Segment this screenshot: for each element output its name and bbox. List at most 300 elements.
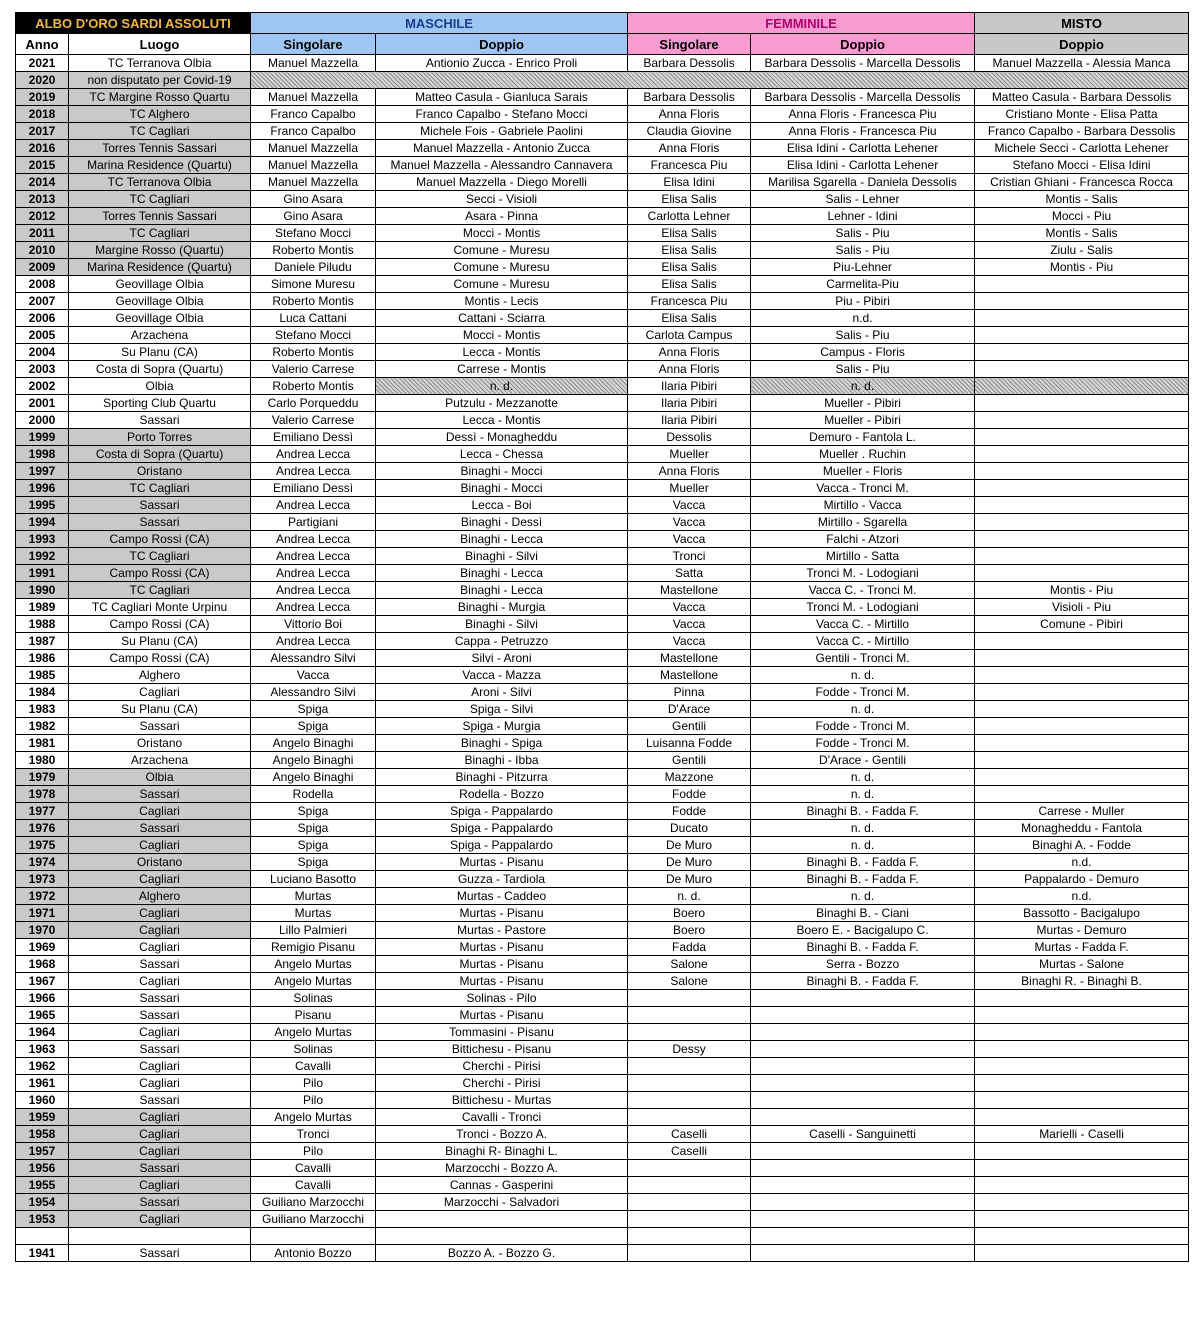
cell-luogo: Cagliari xyxy=(69,1058,251,1075)
cell-singolare-maschile: Angelo Murtas xyxy=(251,956,376,973)
cell-anno: 2003 xyxy=(16,361,69,378)
cell-singolare-femminile xyxy=(628,1194,751,1211)
cell-anno: 1960 xyxy=(16,1092,69,1109)
cell-anno: 2010 xyxy=(16,242,69,259)
cell-singolare-maschile: Angelo Murtas xyxy=(251,1109,376,1126)
table-row xyxy=(16,531,1189,548)
cell-doppio-maschile: Binaghi - Lecca xyxy=(376,531,628,548)
cell-doppio-misto xyxy=(975,412,1189,429)
cell-doppio-femminile: Binaghi B. - Fadda F. xyxy=(751,939,975,956)
cell-singolare-femminile: Boero xyxy=(628,922,751,939)
cell-singolare-maschile: Pilo xyxy=(251,1075,376,1092)
cell-anno: 1941 xyxy=(16,1245,69,1262)
cell-singolare-maschile: Angelo Murtas xyxy=(251,973,376,990)
cell-doppio-maschile: Mocci - Montis xyxy=(376,327,628,344)
cell-doppio-maschile: Cannas - Gasperini xyxy=(376,1177,628,1194)
cell-luogo: Cagliari xyxy=(69,905,251,922)
cell-doppio-misto: Pappalardo - Demuro xyxy=(975,871,1189,888)
table-row xyxy=(16,412,1189,429)
cell-singolare-femminile: Boero xyxy=(628,905,751,922)
cell-singolare-maschile: Vacca xyxy=(251,667,376,684)
cell-singolare-maschile: Manuel Mazzella xyxy=(251,89,376,106)
table-row xyxy=(16,157,1189,174)
cell-doppio-maschile: Cherchi - Pirisi xyxy=(376,1075,628,1092)
cell-luogo: Cagliari xyxy=(69,1024,251,1041)
cell-doppio-maschile: Lecca - Montis xyxy=(376,412,628,429)
cell-singolare-femminile xyxy=(628,1245,751,1262)
cell-doppio-maschile: Binaghi - Lecca xyxy=(376,582,628,599)
cell-anno: 1997 xyxy=(16,463,69,480)
cell-luogo: Torres Tennis Sassari xyxy=(69,208,251,225)
table-row xyxy=(16,718,1189,735)
cell-singolare-femminile: Elisa Idini xyxy=(628,174,751,191)
cell-luogo: TC Cagliari xyxy=(69,480,251,497)
cell-singolare-maschile: Luciano Basotto xyxy=(251,871,376,888)
cell-singolare-maschile: Pilo xyxy=(251,1092,376,1109)
cell-luogo: Cagliari xyxy=(69,803,251,820)
cell-singolare-femminile: Ilaria Pibiri xyxy=(628,395,751,412)
cell-singolare-femminile: Vacca xyxy=(628,497,751,514)
cell-doppio-maschile: Binaghi - Pitzurra xyxy=(376,769,628,786)
cell-anno: 2014 xyxy=(16,174,69,191)
cell-anno: 2012 xyxy=(16,208,69,225)
cell-anno: 2017 xyxy=(16,123,69,140)
cell-doppio-misto: Marielli - Caselli xyxy=(975,1126,1189,1143)
cell-singolare-femminile: Anna Floris xyxy=(628,106,751,123)
cell-singolare-femminile: Ducato xyxy=(628,820,751,837)
cell-doppio-maschile: Cattani - Sciarra xyxy=(376,310,628,327)
cell-doppio-misto: Montis - Piu xyxy=(975,259,1189,276)
cell-doppio-misto: Stefano Mocci - Elisa Idini xyxy=(975,157,1189,174)
cell-singolare-femminile: Vacca xyxy=(628,616,751,633)
cell-doppio-maschile: Lecca - Boi xyxy=(376,497,628,514)
cell-anno: 1973 xyxy=(16,871,69,888)
cell-doppio-femminile xyxy=(751,1211,975,1228)
empty-cell xyxy=(751,1228,975,1245)
cell-singolare-maschile: Manuel Mazzella xyxy=(251,140,376,157)
table-row xyxy=(16,1092,1189,1109)
cell-singolare-maschile: Pilo xyxy=(251,1143,376,1160)
cell-doppio-femminile: Gentili - Tronci M. xyxy=(751,650,975,667)
cell-doppio-maschile: Cappa - Petruzzo xyxy=(376,633,628,650)
cell-luogo: Geovillage Olbia xyxy=(69,310,251,327)
cell-singolare-femminile: Mastellone xyxy=(628,667,751,684)
table-row xyxy=(16,973,1189,990)
cell-doppio-femminile: n. d. xyxy=(751,378,975,395)
cell-singolare-maschile: Manuel Mazzella xyxy=(251,174,376,191)
cell-doppio-femminile: Binaghi B. - Fadda F. xyxy=(751,803,975,820)
cell-doppio-maschile: Cherchi - Pirisi xyxy=(376,1058,628,1075)
cell-anno: 1954 xyxy=(16,1194,69,1211)
cell-doppio-femminile: Binaghi B. - Fadda F. xyxy=(751,973,975,990)
cell-singolare-maschile: Franco Capalbo xyxy=(251,123,376,140)
cell-singolare-femminile: De Muro xyxy=(628,871,751,888)
table-row xyxy=(16,701,1189,718)
cell-doppio-misto xyxy=(975,1058,1189,1075)
cell-doppio-misto xyxy=(975,565,1189,582)
cell-luogo: Sassari xyxy=(69,1245,251,1262)
empty-cell xyxy=(69,1228,251,1245)
cell-anno: 1979 xyxy=(16,769,69,786)
cell-singolare-femminile: De Muro xyxy=(628,854,751,871)
cell-doppio-misto xyxy=(975,1245,1189,1262)
cell-luogo: Sassari xyxy=(69,786,251,803)
cell-doppio-misto xyxy=(975,1075,1189,1092)
cell-doppio-femminile: Barbara Dessolis - Marcella Dessolis xyxy=(751,89,975,106)
cell-singolare-femminile: Ilaria Pibiri xyxy=(628,412,751,429)
cell-singolare-femminile: Elisa Salis xyxy=(628,276,751,293)
empty-cell xyxy=(975,1228,1189,1245)
table-row xyxy=(16,242,1189,259)
table-row xyxy=(16,1075,1189,1092)
cell-luogo: Cagliari xyxy=(69,1126,251,1143)
cell-doppio-maschile: Michele Fois - Gabriele Paolini xyxy=(376,123,628,140)
cell-doppio-maschile: Binaghi - Mocci xyxy=(376,480,628,497)
cell-doppio-femminile: Campus - Floris xyxy=(751,344,975,361)
cell-anno: 2013 xyxy=(16,191,69,208)
cell-doppio-femminile: Fodde - Tronci M. xyxy=(751,684,975,701)
cell-singolare-femminile: Caselli xyxy=(628,1143,751,1160)
table-row xyxy=(16,599,1189,616)
cell-singolare-femminile: Luisanna Fodde xyxy=(628,735,751,752)
table-row xyxy=(16,463,1189,480)
cell-anno: 2007 xyxy=(16,293,69,310)
table-row xyxy=(16,140,1189,157)
cell-anno: 1953 xyxy=(16,1211,69,1228)
cell-singolare-maschile: Angelo Binaghi xyxy=(251,735,376,752)
table-row xyxy=(16,990,1189,1007)
cell-singolare-maschile: Simone Muresu xyxy=(251,276,376,293)
cell-anno: 2021 xyxy=(16,55,69,72)
table-row xyxy=(16,650,1189,667)
cell-doppio-femminile: Mirtillo - Sgarella xyxy=(751,514,975,531)
cell-luogo: Sassari xyxy=(69,1092,251,1109)
cell-doppio-maschile: Mocci - Montis xyxy=(376,225,628,242)
cell-anno: 1980 xyxy=(16,752,69,769)
table-row xyxy=(16,633,1189,650)
cell-singolare-maschile: Spiga xyxy=(251,820,376,837)
table-row xyxy=(16,225,1189,242)
cell-singolare-maschile: Daniele Piludu xyxy=(251,259,376,276)
table-row xyxy=(16,616,1189,633)
cell-doppio-maschile: Murtas - Pastore xyxy=(376,922,628,939)
table-row xyxy=(16,1126,1189,1143)
cell-doppio-misto xyxy=(975,769,1189,786)
header-misto: MISTO xyxy=(975,13,1189,34)
cell-singolare-femminile: Mastellone xyxy=(628,650,751,667)
table-row xyxy=(16,344,1189,361)
cell-doppio-femminile xyxy=(751,1092,975,1109)
table-row xyxy=(16,888,1189,905)
header-row-categories xyxy=(16,13,1189,34)
cell-anno: 1961 xyxy=(16,1075,69,1092)
cell-anno: 2015 xyxy=(16,157,69,174)
cell-luogo: Sporting Club Quartu xyxy=(69,395,251,412)
table-row xyxy=(16,259,1189,276)
cell-doppio-maschile: Spiga - Pappalardo xyxy=(376,803,628,820)
cell-doppio-misto: Carrese - Muller xyxy=(975,803,1189,820)
table-row xyxy=(16,514,1189,531)
cell-doppio-misto: Murtas - Demuro xyxy=(975,922,1189,939)
cell-doppio-misto xyxy=(975,633,1189,650)
cell-doppio-femminile: Barbara Dessolis - Marcella Dessolis xyxy=(751,55,975,72)
cell-doppio-femminile xyxy=(751,1143,975,1160)
cell-doppio-femminile: Piu - Pibiri xyxy=(751,293,975,310)
cell-doppio-misto xyxy=(975,276,1189,293)
col-header-doppio-misto: Doppio xyxy=(975,34,1189,55)
cell-singolare-maschile: Andrea Lecca xyxy=(251,582,376,599)
cell-doppio-maschile: Antionio Zucca - Enrico Proli xyxy=(376,55,628,72)
cell-doppio-femminile: Salis - Piu xyxy=(751,242,975,259)
cell-singolare-femminile: Barbara Dessolis xyxy=(628,89,751,106)
cell-singolare-femminile xyxy=(628,1211,751,1228)
cell-singolare-femminile: Fodde xyxy=(628,786,751,803)
empty-cell xyxy=(376,1228,628,1245)
cell-doppio-misto xyxy=(975,1109,1189,1126)
cell-doppio-misto xyxy=(975,684,1189,701)
cell-singolare-femminile: Anna Floris xyxy=(628,463,751,480)
cell-singolare-maschile: Solinas xyxy=(251,990,376,1007)
cell-luogo: Torres Tennis Sassari xyxy=(69,140,251,157)
table-row-2020 xyxy=(16,72,1189,89)
cell-singolare-femminile: Francesca Piu xyxy=(628,157,751,174)
cell-doppio-maschile: Binaghi - Ibba xyxy=(376,752,628,769)
cell-doppio-femminile xyxy=(751,990,975,1007)
cell-singolare-femminile: Mazzone xyxy=(628,769,751,786)
cell-doppio-femminile: Falchi - Atzori xyxy=(751,531,975,548)
cell-singolare-maschile: Andrea Lecca xyxy=(251,599,376,616)
cell-singolare-maschile: Andrea Lecca xyxy=(251,633,376,650)
cell-luogo: Sassari xyxy=(69,1041,251,1058)
cell-anno: 1972 xyxy=(16,888,69,905)
cell-singolare-maschile: Vittorio Boi xyxy=(251,616,376,633)
cell-singolare-maschile: Gino Asara xyxy=(251,208,376,225)
cell-doppio-maschile: Manuel Mazzella - Antonio Zucca xyxy=(376,140,628,157)
cell-doppio-misto xyxy=(975,1160,1189,1177)
cell-doppio-misto xyxy=(975,735,1189,752)
cell-singolare-maschile: Emiliano Dessì xyxy=(251,480,376,497)
cell-singolare-maschile: Roberto Montis xyxy=(251,378,376,395)
cell-singolare-femminile: Anna Floris xyxy=(628,344,751,361)
cell-doppio-femminile: Mirtillo - Satta xyxy=(751,548,975,565)
cell-luogo: Sassari xyxy=(69,1194,251,1211)
table-row xyxy=(16,752,1189,769)
cell-doppio-femminile: Mueller - Pibiri xyxy=(751,395,975,412)
cell-doppio-maschile: Murtas - Pisanu xyxy=(376,1007,628,1024)
cell-singolare-femminile: Vacca xyxy=(628,599,751,616)
cell-luogo: Su Planu (CA) xyxy=(69,701,251,718)
table-row xyxy=(16,106,1189,123)
cell-anno: 1982 xyxy=(16,718,69,735)
cell-doppio-femminile: Salis - Lehner xyxy=(751,191,975,208)
cell-singolare-maschile: Andrea Lecca xyxy=(251,497,376,514)
cell-luogo: Sassari xyxy=(69,412,251,429)
cell-doppio-maschile: Secci - Visioli xyxy=(376,191,628,208)
cell-singolare-femminile: Salone xyxy=(628,973,751,990)
cell-doppio-femminile: n.d. xyxy=(751,310,975,327)
cell-singolare-maschile: Alessandro Silvi xyxy=(251,650,376,667)
cell-doppio-misto: Manuel Mazzella - Alessia Manca xyxy=(975,55,1189,72)
cell-singolare-maschile: Andrea Lecca xyxy=(251,446,376,463)
cell-doppio-misto xyxy=(975,480,1189,497)
cell-luogo: Sassari xyxy=(69,956,251,973)
cell-doppio-femminile: Mirtillo - Vacca xyxy=(751,497,975,514)
cell-luogo: TC Margine Rosso Quartu xyxy=(69,89,251,106)
cell-doppio-maschile: Murtas - Pisanu xyxy=(376,973,628,990)
table-row xyxy=(16,429,1189,446)
cell-luogo: Sassari xyxy=(69,820,251,837)
cell-doppio-misto xyxy=(975,1007,1189,1024)
cell-singolare-maschile: Carlo Porqueddu xyxy=(251,395,376,412)
cell-doppio-femminile xyxy=(751,1058,975,1075)
cell-singolare-femminile: Vacca xyxy=(628,633,751,650)
cell-luogo: TC Terranova Olbia xyxy=(69,174,251,191)
cell-doppio-misto xyxy=(975,1092,1189,1109)
cell-doppio-maschile: Binaghi - Silvi xyxy=(376,616,628,633)
cell-doppio-misto: Matteo Casula - Barbara Dessolis xyxy=(975,89,1189,106)
cell-singolare-maschile: Murtas xyxy=(251,905,376,922)
table-row xyxy=(16,378,1189,395)
cell-luogo: Su Planu (CA) xyxy=(69,633,251,650)
cell-singolare-femminile: Carlotta Lehner xyxy=(628,208,751,225)
cell-luogo: TC Cagliari xyxy=(69,225,251,242)
cell-luogo: Costa di Sopra (Quartu) xyxy=(69,446,251,463)
cell-doppio-femminile xyxy=(751,1194,975,1211)
cell-luogo: Campo Rossi (CA) xyxy=(69,650,251,667)
col-header-anno: Anno xyxy=(16,34,69,55)
cell-doppio-maschile: Spiga - Silvi xyxy=(376,701,628,718)
cell-singolare-maschile: Spiga xyxy=(251,854,376,871)
cell-doppio-femminile: Lehner - Idini xyxy=(751,208,975,225)
table-row xyxy=(16,310,1189,327)
cell-doppio-femminile: Vacca C. - Tronci M. xyxy=(751,582,975,599)
cell-doppio-femminile: n. d. xyxy=(751,888,975,905)
cell-doppio-misto xyxy=(975,667,1189,684)
cell-luogo: Campo Rossi (CA) xyxy=(69,531,251,548)
cell-doppio-maschile: Dessì - Monagheddu xyxy=(376,429,628,446)
cell-luogo: Campo Rossi (CA) xyxy=(69,616,251,633)
cell-singolare-femminile: Fodde xyxy=(628,803,751,820)
cell-singolare-maschile: Remigio Pisanu xyxy=(251,939,376,956)
empty-cell xyxy=(251,1228,376,1245)
table-row xyxy=(16,174,1189,191)
cell-doppio-maschile: Aroni - Silvi xyxy=(376,684,628,701)
table-row xyxy=(16,769,1189,786)
cell-luogo: Alghero xyxy=(69,888,251,905)
cell-doppio-femminile xyxy=(751,1075,975,1092)
cell-singolare-femminile: Dessolis xyxy=(628,429,751,446)
cell-singolare-maschile: Spiga xyxy=(251,837,376,854)
table-row xyxy=(16,854,1189,871)
cell-doppio-maschile: Franco Capalbo - Stefano Mocci xyxy=(376,106,628,123)
cell-anno: 1967 xyxy=(16,973,69,990)
cell-doppio-femminile xyxy=(751,1024,975,1041)
table-row xyxy=(16,361,1189,378)
cell-doppio-maschile: Putzulu - Mezzanotte xyxy=(376,395,628,412)
cell-singolare-femminile: Elisa Salis xyxy=(628,259,751,276)
cell-doppio-maschile: Asara - Pinna xyxy=(376,208,628,225)
cell-doppio-femminile: Salis - Piu xyxy=(751,361,975,378)
cell-doppio-misto xyxy=(975,497,1189,514)
cell-doppio-misto: Cristiano Monte - Elisa Patta xyxy=(975,106,1189,123)
cell-singolare-maschile: Rodella xyxy=(251,786,376,803)
cell-anno: 1989 xyxy=(16,599,69,616)
cell-doppio-maschile: n. d. xyxy=(376,378,628,395)
cell-anno: 1987 xyxy=(16,633,69,650)
table-row xyxy=(16,803,1189,820)
cell-singolare-maschile: Cavalli xyxy=(251,1177,376,1194)
cell-anno: 1964 xyxy=(16,1024,69,1041)
cell-luogo: Cagliari xyxy=(69,684,251,701)
cell-doppio-femminile xyxy=(751,1109,975,1126)
table-row xyxy=(16,1245,1189,1262)
cell-singolare-maschile: Angelo Binaghi xyxy=(251,769,376,786)
cell-luogo: Su Planu (CA) xyxy=(69,344,251,361)
cell-doppio-femminile: n. d. xyxy=(751,837,975,854)
header-maschile: MASCHILE xyxy=(251,13,628,34)
cell-anno: 1990 xyxy=(16,582,69,599)
cell-anno: 1985 xyxy=(16,667,69,684)
cell-luogo: Cagliari xyxy=(69,837,251,854)
cell-singolare-maschile: Cavalli xyxy=(251,1058,376,1075)
table-row xyxy=(16,684,1189,701)
table-row-spacer xyxy=(16,1228,1189,1245)
cell-doppio-maschile: Binaghi R- Binaghi L. xyxy=(376,1143,628,1160)
cell-luogo: Cagliari xyxy=(69,1143,251,1160)
cell-doppio-maschile: Spiga - Pappalardo xyxy=(376,837,628,854)
cell-doppio-maschile: Murtas - Caddeo xyxy=(376,888,628,905)
table-row xyxy=(16,582,1189,599)
cell-anno: 2008 xyxy=(16,276,69,293)
cell-singolare-femminile: Vacca xyxy=(628,531,751,548)
cell-singolare-femminile: Pinna xyxy=(628,684,751,701)
cell-singolare-maschile: Gino Asara xyxy=(251,191,376,208)
cell-singolare-femminile: Francesca Piu xyxy=(628,293,751,310)
cell-anno: 2016 xyxy=(16,140,69,157)
cell-doppio-maschile: Comune - Muresu xyxy=(376,242,628,259)
cell-anno: 1991 xyxy=(16,565,69,582)
cell-doppio-maschile: Manuel Mazzella - Alessandro Cannavera xyxy=(376,157,628,174)
cell-singolare-maschile: Tronci xyxy=(251,1126,376,1143)
cell-doppio-femminile: Elisa Idini - Carlotta Lehener xyxy=(751,157,975,174)
cell-luogo: Margine Rosso (Quartu) xyxy=(69,242,251,259)
cell-doppio-misto: Montis - Salis xyxy=(975,191,1189,208)
table-row xyxy=(16,446,1189,463)
cell-singolare-maschile: Emiliano Dessì xyxy=(251,429,376,446)
table-row xyxy=(16,123,1189,140)
cell-anno: 1981 xyxy=(16,735,69,752)
cell-luogo: Sassari xyxy=(69,718,251,735)
cell-doppio-maschile: Bittichesu - Murtas xyxy=(376,1092,628,1109)
cell-doppio-maschile: Cavalli - Tronci xyxy=(376,1109,628,1126)
cell-doppio-misto: Binaghi A. - Fodde xyxy=(975,837,1189,854)
cell-anno: 2001 xyxy=(16,395,69,412)
cell-doppio-maschile: Binaghi - Dessì xyxy=(376,514,628,531)
cell-doppio-femminile xyxy=(751,1041,975,1058)
table-row xyxy=(16,327,1189,344)
covid-note: non disputato per Covid-19 xyxy=(69,72,251,89)
cell-anno: 1974 xyxy=(16,854,69,871)
cell-doppio-misto xyxy=(975,1143,1189,1160)
cell-luogo: Marina Residence (Quartu) xyxy=(69,259,251,276)
table-row xyxy=(16,871,1189,888)
cell-doppio-misto xyxy=(975,531,1189,548)
cell-doppio-femminile: Serra - Bozzo xyxy=(751,956,975,973)
cell-luogo: Geovillage Olbia xyxy=(69,276,251,293)
cell-luogo: Oristano xyxy=(69,854,251,871)
cell-singolare-femminile: Mueller xyxy=(628,480,751,497)
cell-doppio-maschile: Solinas - Pilo xyxy=(376,990,628,1007)
